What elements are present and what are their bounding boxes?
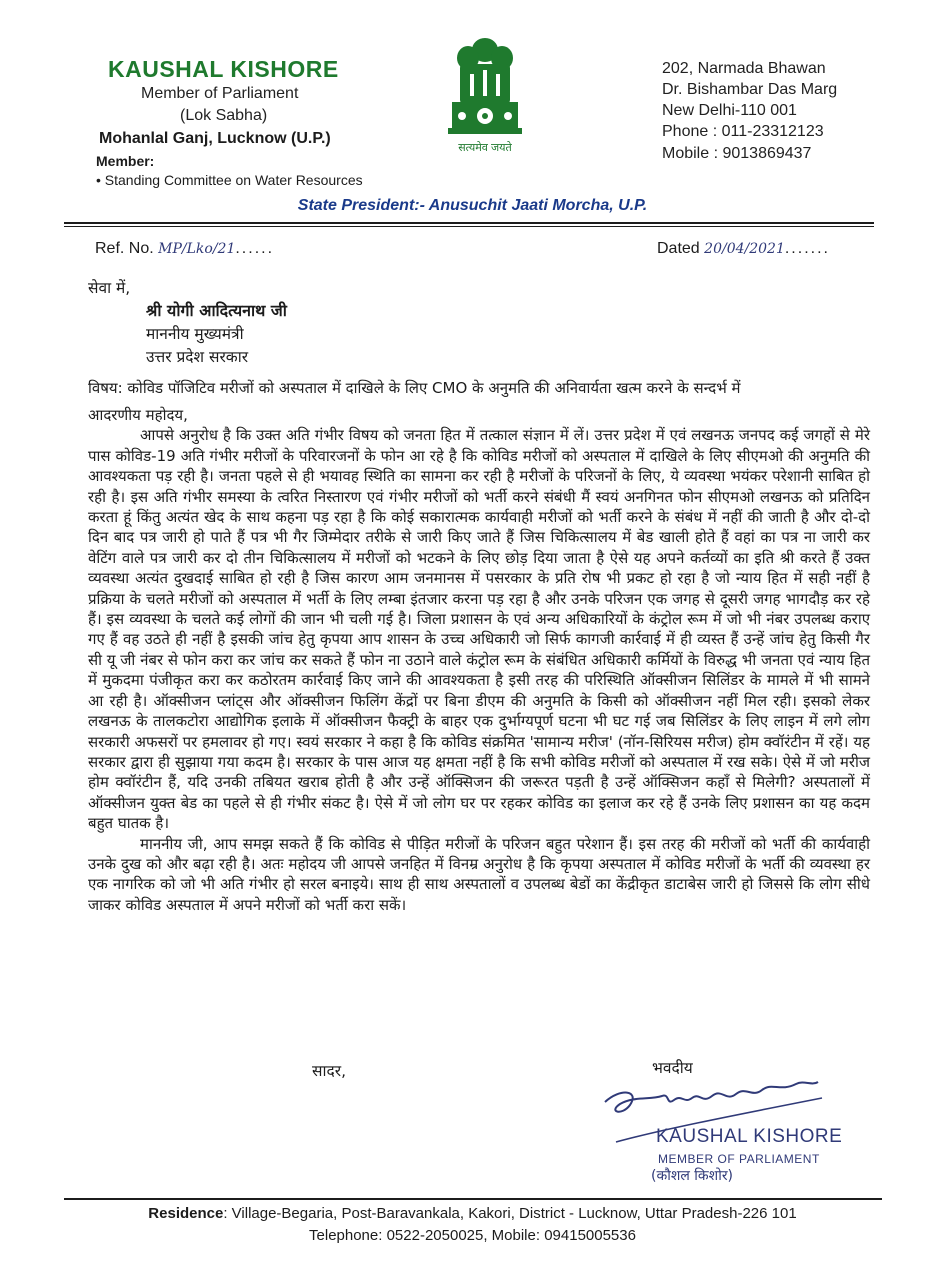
address-line-2: Dr. Bishambar Das Marg (662, 81, 838, 98)
greeting: आदरणीय महोदय, (88, 406, 188, 424)
member-label: Member: (96, 153, 155, 169)
office-phone: Phone : 011-23312123 (662, 123, 824, 140)
signatory-name-hindi: (कौशल किशोर) (651, 1168, 734, 1184)
signatory-title: MEMBER OF PARLIAMENT (658, 1152, 820, 1166)
paragraph-2: माननीय जी, आप समझ सकते हैं कि कोविड से पीड़ित मरीजों के परिजन बहुत परेशान हैं। इस तरह की मरीजों को भर्ती की कार्यवाही उनके दुख को और बढ़ा रही है। अतः महोदय जी आपसे जनहित में विनम्र अनुरोध है कि कृपया अस्पताल में कोविड मरीजों के भर्ती की व्यवस्था हर एक नागरिक को जो भी अति गंभीर हो सरल बनाइये। साथ ही साथ अस्पतालों व उपलब्ध बेडों का केंद्रीकृत डाटाबेस जारी हो जिससे कि लोग सीधे जाकर कोविड अस्पताल में अपने मरीजों को भर्ती करा सकें। (88, 834, 870, 914)
mp-constituency: Mohanlal Ganj, Lucknow (U.P.) (99, 130, 331, 147)
dated-label: Dated (657, 240, 700, 257)
closing: सादर, (312, 1062, 346, 1080)
paragraph-1: आपसे अनुरोध है कि उक्त अति गंभीर विषय को जनता हित में तत्काल संज्ञान में लें। उत्तर प्रदेश में एवं लखनऊ जनपद कई जगहों से मेरे पास कोविड-19 अति गंभीर मरीजों के परिवारजनों के फोन आ रहे है कि कोविड मरीजों को अस्पताल में दाखिले के लिए सीएमओ की अनुमति की आवश्यकता पड़ रही है। जनता पहले से ही भयावह स्थिति का सामना कर रही है मरीजों के परिजनों के लिए, ये व्यवस्था भयंकर परेशानी साबित हो रही है। इस अति गंभीर समस्या के त्वरित निस्तारण एवं गंभीर मरीजों को भर्ती करने संबंधी मैं स्वयं अनगिनत फोन सीएमओ लखनऊ को प्रतिदिन करता हूं किंतु अत्यंत खेद के साथ कहना पड़ रहा है कि कोई सकारात्मक कार्यवाही मरीजों को भर्ती करने के संबंध में नहीं की जाती है और दो-दो दिन बाद पत्र जारी हो पाते हैं पत्र भी गैर जिम्मेदार तरीके से जारी किए जाते हैं जिस चिकित्सालय में बेड खाली होते हैं वहां का पत्र ना जारी कर वेटिंग वाले पत्र जारी कर दो तीन चिकित्सालय में मरीजों को भटकने के लिए छोड़ दिया जाता है ऐसे यह अपने कर्तव्यों का इति श्री करते हैं उक्त व्यवस्था अत्यंत दुखदाई साबित हो रही है जिस कारण आम जनमानस में पसरकार के प्रति रोष भी प्रकट हो रहा है जो न्याय हित में सही नहीं है प्रक्रिया के चलते मरीजों को अस्पताल में भर्ती के लिए लम्बा इंतजार करना पड़ रहा है और उनके परिजन एक जगह से दूसरी जगह भागदौड़ कर रहे हैं। इस व्यवस्था के चलते कई लोगों की जान भी चली गई है। जिला प्रशासन के एवं अन्य अधिकारियों के कंट्रोल रूम में जो भी नंबर उपलब्ध कराए गए हैं वह उठते ही नहीं है इसकी जांच हेतु कृपया आप शासन के उच्च अधिकारी जो सिर्फ कागजी कार्रवाई में ही व्यस्त हैं उन्हें जांच हेतु किसी गैर सी यू जी नंबर से फोन करा कर जांच कर सकते हैं फोन ना उठाने वाले कंट्रोल रूम के संबंधित अधिकारी कर्मियों के विरुद्ध भी जनता एवं न्याय हित में मुकदमा पंजीकृत करा कर कठोरतम कार्रवाई किए जाने की आवश्यकता है इसी तरह की परिस्थिति ऑक्सीजन सिलिंडर के मामले में भी सामने आ रही है। ऑक्सीजन प्लांट्स और ऑक्सीजन फिलिंग केंद्रों पर बिना डीएम की अनुमति के किसी को ऑक्सीजन नहीं मिल रही। इसको लेकर लखनऊ के तालकटोरा आद्योगिक इलाके में ऑक्सीजन फैक्ट्री के बाहर एक दुर्भाग्यपूर्ण घटना भी घट गई जब सिलिंडर के लिए लाइन में लगे लोग सरकारी अफसरों पर हमलावर हो गए। स्वयं सरकार ने कहा है कि कोविड संक्रमित 'सामान्य मरीज' (नॉन-सिरियस मरीज) होम क्वॉरंटीन में रहें। यह सरकार द्वारा ही सुझाया गया कदम है। सरकार के पास आज यह क्षमता नहीं है कि सभी कोविड मरीजों को अस्पताल में रख सके। ऐसे में जो मरीज होम क्वॉरंटीन हैं, यदि उनकी तबियत खराब होती है और उन्हें ऑक्सिजन की जरूरत पड़ती है उन्हें ऑक्सिजन कहाँ से मिलेगी? अस्पतालों में ऑक्सीजन युक्त बेड का पहले से ही गंभीर संकट है। ऐसे में जो लोग घर पर रहकर कोविड का इलाज कर रहे हैं उनके लिए प्रशासन का यह कदम बहुत घातक है। (88, 426, 870, 833)
mp-house: (Lok Sabha) (180, 107, 268, 124)
yours-faithfully: भवदीय (652, 1059, 693, 1077)
ref-label: Ref. No. (95, 240, 154, 257)
office-mobile: Mobile : 9013869437 (662, 145, 812, 162)
addressee-name: श्री योगी आदित्यनाथ जी (146, 301, 287, 320)
subject-line: विषय: कोविड पॉजिटिव मरीजों को अस्पताल में दाखिले के लिए CMO के अनुमति की अनिवार्यता खत्म करने के सन्दर्भ में (88, 379, 741, 397)
residence-telephone: Telephone: 0522-2050025, Mobile: 09415005536 (309, 1227, 636, 1244)
committee-membership: • Standing Committee on Water Resources (96, 172, 363, 188)
address-line-3: New Delhi-110 001 (662, 102, 797, 119)
residence-value: : Village-Begaria, Post-Baravankala, Kakori, District - Lucknow, Uttar Pradesh-226 101 (223, 1205, 797, 1222)
signatory-name: KAUSHAL KISHORE (656, 1126, 843, 1147)
letter-date: Dated 20/04/2021....... (657, 240, 830, 257)
header-divider (64, 222, 874, 224)
salutation: सेवा में, (88, 279, 131, 297)
mp-title: Member of Parliament (141, 85, 299, 102)
reference-number: Ref. No. MP/Lko/21...... (95, 240, 275, 257)
letter-body (88, 405, 870, 915)
ref-value-handwritten: MP/Lko/21 (158, 241, 236, 257)
dated-value-handwritten: 20/04/2021 (704, 241, 785, 257)
addressee-org: उत्तर प्रदेश सरकार (146, 348, 249, 366)
footer-divider (64, 1198, 882, 1200)
addressee-title: माननीय मुख्यमंत्री (146, 325, 244, 343)
address-line-1: 202, Narmada Bhawan (662, 60, 826, 77)
residence-label: Residence (148, 1205, 224, 1222)
emblem-motto: सत्यमेव जयते (458, 142, 512, 154)
state-president-line: State President:- Anusuchit Jaati Morcha, U.P. (297, 197, 648, 214)
header-divider-thin (64, 226, 874, 227)
national-emblem-icon (444, 36, 526, 146)
mp-name: KAUSHAL KISHORE (108, 56, 339, 82)
residence-address (0, 1205, 945, 1222)
